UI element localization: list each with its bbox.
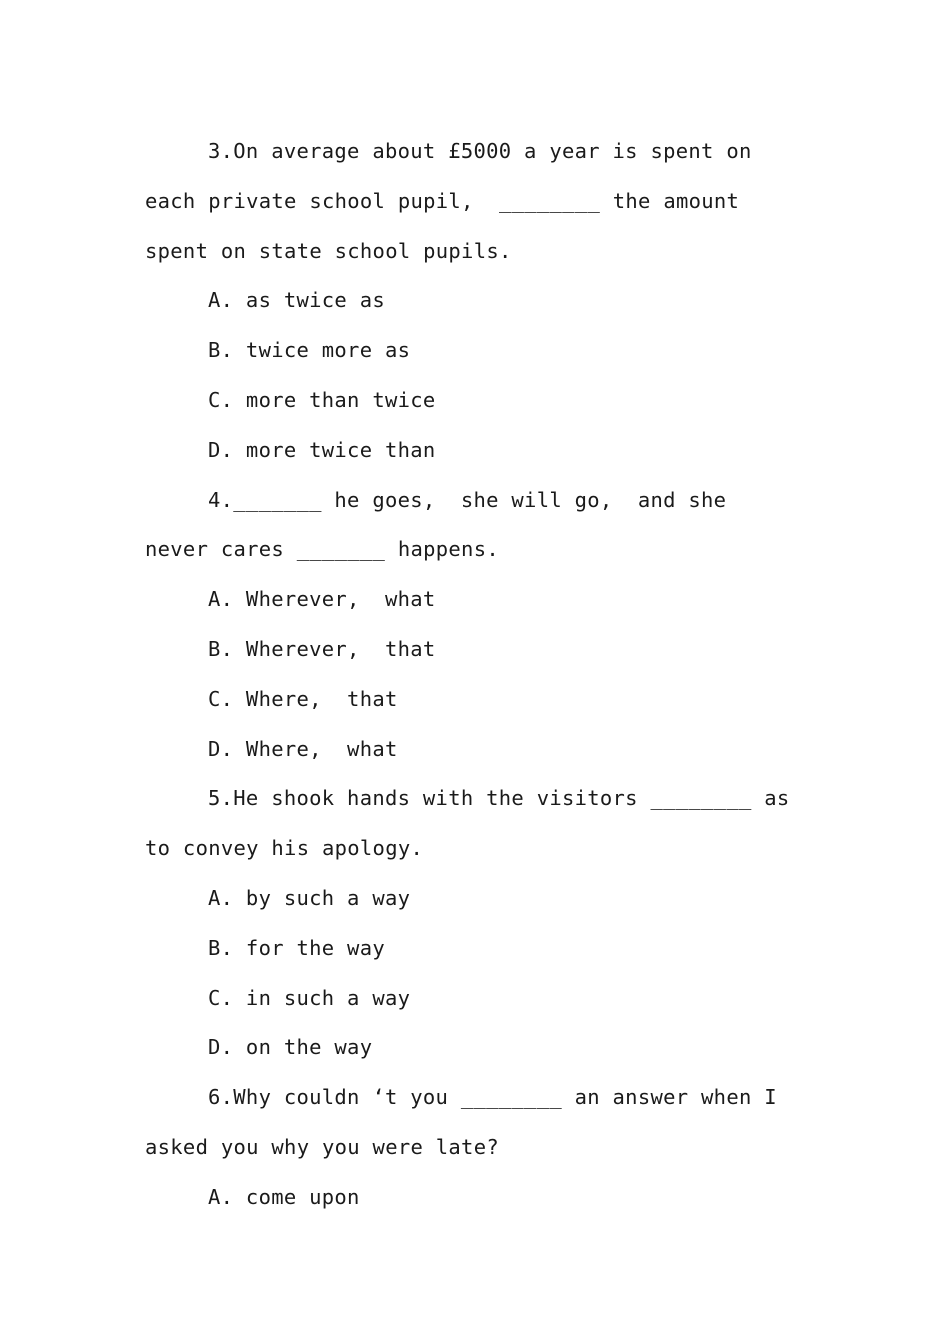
question-stem-line: 5.He shook hands with the visitors ________ as xyxy=(208,786,790,811)
option-b: B. twice more as xyxy=(208,338,411,363)
option-d: D. Where, what xyxy=(208,736,398,761)
question-stem-line: 3.On average about £5000 a year is spent on xyxy=(208,139,752,163)
question-5 xyxy=(145,774,805,1073)
option-a: A. come upon xyxy=(208,1184,360,1209)
question-stem-line: never cares _______ happens. xyxy=(145,537,499,562)
question-3 xyxy=(145,127,805,476)
option-d: D. more twice than xyxy=(208,437,436,462)
option-a: A. Wherever, what xyxy=(208,587,436,612)
option-c: C. more than twice xyxy=(208,387,436,412)
question-6 xyxy=(145,1073,805,1222)
option-b: B. for the way xyxy=(208,935,385,960)
question-stem-line: 4._______ he goes, she will go, and she xyxy=(208,487,727,512)
question-stem-line: to convey his apology. xyxy=(145,836,424,861)
option-d: D. on the way xyxy=(208,1035,373,1060)
option-a: A. as twice as xyxy=(208,288,385,313)
question-stem-line: each private school pupil, ________ the amount xyxy=(145,188,740,213)
question-stem-line: spent on state school pupils. xyxy=(145,238,512,263)
option-c: C. in such a way xyxy=(208,985,411,1010)
document-body xyxy=(145,127,805,1223)
option-a: A. by such a way xyxy=(208,885,411,910)
question-stem-line: asked you why you were late? xyxy=(145,1134,499,1159)
option-b: B. Wherever, that xyxy=(208,636,436,661)
option-c: C. Where, that xyxy=(208,686,398,711)
question-4 xyxy=(145,476,805,775)
question-stem-line: 6.Why couldn ‘t you ________ an answer when I xyxy=(208,1085,777,1110)
